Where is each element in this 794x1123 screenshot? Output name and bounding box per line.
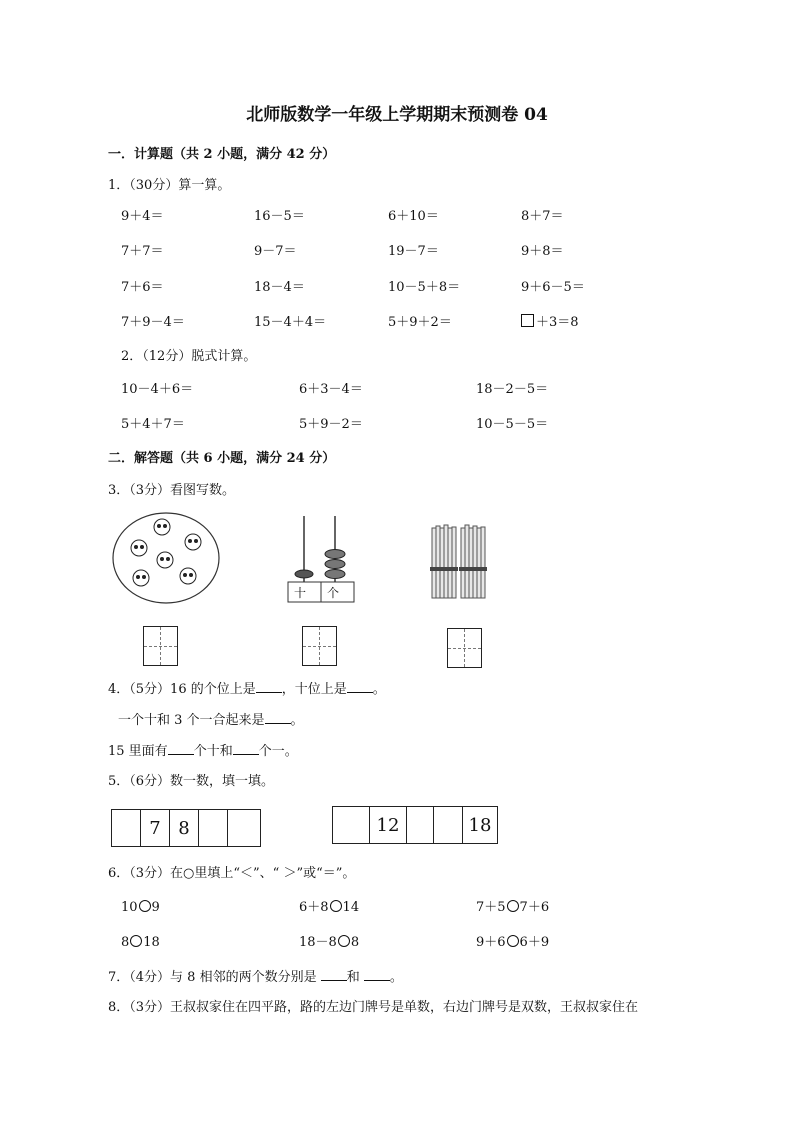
section-2-heading: 二．解答题（共 6 小题，满分 24 分） xyxy=(108,451,336,466)
q1-r3-c3-wrap xyxy=(521,314,579,332)
seq1-cell[interactable] xyxy=(199,810,228,846)
fill-blank[interactable] xyxy=(321,968,347,981)
fill-blank[interactable] xyxy=(265,711,291,724)
seq2-cell[interactable] xyxy=(407,807,434,843)
compare-circle-icon[interactable] xyxy=(338,935,350,947)
question-8: 8．（3分）王叔叔家住在四平路，路的左边门牌号是单数，右边门牌号是双数，王叔叔家住在 xyxy=(108,1000,639,1015)
abacus-tens-label: 十 xyxy=(294,586,307,600)
question-4-line-1 xyxy=(108,680,386,699)
question-2-label: 2．（12分）脱式计算。 xyxy=(121,349,257,364)
q6-right: 18 xyxy=(143,935,160,950)
seq2-cell[interactable] xyxy=(434,807,463,843)
q1-r1-c0: 7＋7＝ xyxy=(121,244,164,259)
q1-r0-c1: 16－5＝ xyxy=(254,209,305,224)
seq2-cell: 12 xyxy=(370,807,407,843)
q6-left: 8 xyxy=(121,935,130,950)
q1-r1-c3: 9＋8＝ xyxy=(521,244,564,259)
number-sequence-1 xyxy=(111,809,261,847)
panda-plate-image xyxy=(110,510,222,605)
q6-right: 7＋6 xyxy=(519,900,550,915)
q6-compare xyxy=(299,934,359,952)
question-3-label: 3．（3分）看图写数。 xyxy=(108,483,236,498)
seq1-cell: 8 xyxy=(170,810,199,846)
q6-left: 10 xyxy=(121,900,138,915)
q6-left: 6＋8 xyxy=(299,900,329,915)
q6-left: 7＋5 xyxy=(476,900,506,915)
answer-box-2[interactable] xyxy=(302,626,337,666)
q4-line3-c: 个一。 xyxy=(258,744,298,759)
answer-box-1[interactable] xyxy=(143,626,178,666)
fill-blank[interactable] xyxy=(347,680,373,693)
q7-a: 7．（4分）与 8 相邻的两个数分别是 xyxy=(108,970,317,985)
compare-circle-icon[interactable] xyxy=(130,935,142,947)
q1-r0-c2: 6＋10＝ xyxy=(388,209,439,224)
seq1-cell: 7 xyxy=(141,810,170,846)
q1-r0-c0: 9＋4＝ xyxy=(121,209,164,224)
q4-line3-a: 15 里面有 xyxy=(108,744,168,759)
question-7 xyxy=(108,968,403,987)
q6-compare xyxy=(121,934,160,952)
q2-r0-c2: 18－2－5＝ xyxy=(476,382,549,397)
page-title: 北师版数学一年级上学期期末预测卷 04 xyxy=(246,105,548,125)
q7-b: 和 xyxy=(346,970,360,985)
question-1-label: 1．（30分）算一算。 xyxy=(108,178,231,193)
q6-right: 14 xyxy=(342,900,360,915)
q1-r2-c1: 18－4＝ xyxy=(254,280,305,295)
q6-left: 18－8 xyxy=(299,935,337,950)
q1-r2-c3: 9＋6－5＝ xyxy=(521,280,585,295)
compare-circle-icon[interactable] xyxy=(330,900,342,912)
q6-compare xyxy=(299,899,359,917)
compare-circle-icon[interactable] xyxy=(507,935,519,947)
q1-r2-c0: 7＋6＝ xyxy=(121,280,164,295)
q2-r0-c1: 6＋3－4＝ xyxy=(299,382,363,397)
question-5-label: 5．（6分）数一数，填一填。 xyxy=(108,774,275,789)
q7-c: 。 xyxy=(389,970,403,985)
seq1-cell[interactable] xyxy=(112,810,141,846)
q4-label: 4．（5分）16 的个位上是 xyxy=(108,682,256,697)
q4-line2-a: 一个十和 3 个一合起来是 xyxy=(118,713,265,728)
fill-blank[interactable] xyxy=(256,680,282,693)
seq2-cell[interactable] xyxy=(333,807,370,843)
seq1-cell[interactable] xyxy=(228,810,260,846)
q6-compare xyxy=(476,899,549,917)
fill-blank[interactable] xyxy=(168,742,194,755)
q4-label-mid: ，十位上是 xyxy=(281,682,347,697)
q6-right: 6＋9 xyxy=(519,935,550,950)
compare-circle-icon[interactable] xyxy=(507,900,519,912)
q1-r1-c2: 19－7＝ xyxy=(388,244,439,259)
question-4-line-2 xyxy=(118,711,304,730)
blank-square-icon xyxy=(521,314,534,327)
q1-r3-c0: 7＋9－4＝ xyxy=(121,315,185,330)
seq2-cell: 18 xyxy=(468,814,492,836)
q2-r0-c0: 10－4＋6＝ xyxy=(121,382,194,397)
q6-right: 8 xyxy=(350,935,360,950)
number-sequence-2 xyxy=(332,806,498,844)
q1-r1-c1: 9－7＝ xyxy=(254,244,297,259)
question-6-label: 6．（3分）在○里填上“＜”、“ ＞”或“＝”。 xyxy=(108,866,356,881)
q2-r1-c2: 10－5－5＝ xyxy=(476,417,549,432)
q6-right: 9 xyxy=(151,900,160,915)
q4-line3-b: 个十和 xyxy=(193,744,233,759)
answer-box-3[interactable] xyxy=(447,628,482,668)
q4-label-end: 。 xyxy=(372,682,386,697)
question-4-line-3 xyxy=(108,742,298,761)
q1-r3-c2: 5＋9＋2＝ xyxy=(388,315,452,330)
q1-r3-c1: 15－4＋4＝ xyxy=(254,315,327,330)
q6-compare xyxy=(121,899,160,917)
q6-left: 9＋6 xyxy=(476,935,506,950)
q1-r2-c2: 10－5＋8＝ xyxy=(388,280,461,295)
q1-r0-c3: 8＋7＝ xyxy=(521,209,564,224)
section-1-heading: 一．计算题（共 2 小题，满分 42 分） xyxy=(108,147,336,162)
fill-blank[interactable] xyxy=(364,968,390,981)
fill-blank[interactable] xyxy=(233,742,259,755)
q2-r1-c1: 5＋9－2＝ xyxy=(299,417,363,432)
stick-bundles-image xyxy=(424,522,494,602)
q2-r1-c0: 5＋4＋7＝ xyxy=(121,417,185,432)
q1-r3-c3: ＋3＝8 xyxy=(536,315,579,330)
abacus-ones-label: 个 xyxy=(327,586,340,600)
q6-compare xyxy=(476,934,549,952)
compare-circle-icon[interactable] xyxy=(139,900,151,912)
q4-line2-b: 。 xyxy=(290,713,304,728)
